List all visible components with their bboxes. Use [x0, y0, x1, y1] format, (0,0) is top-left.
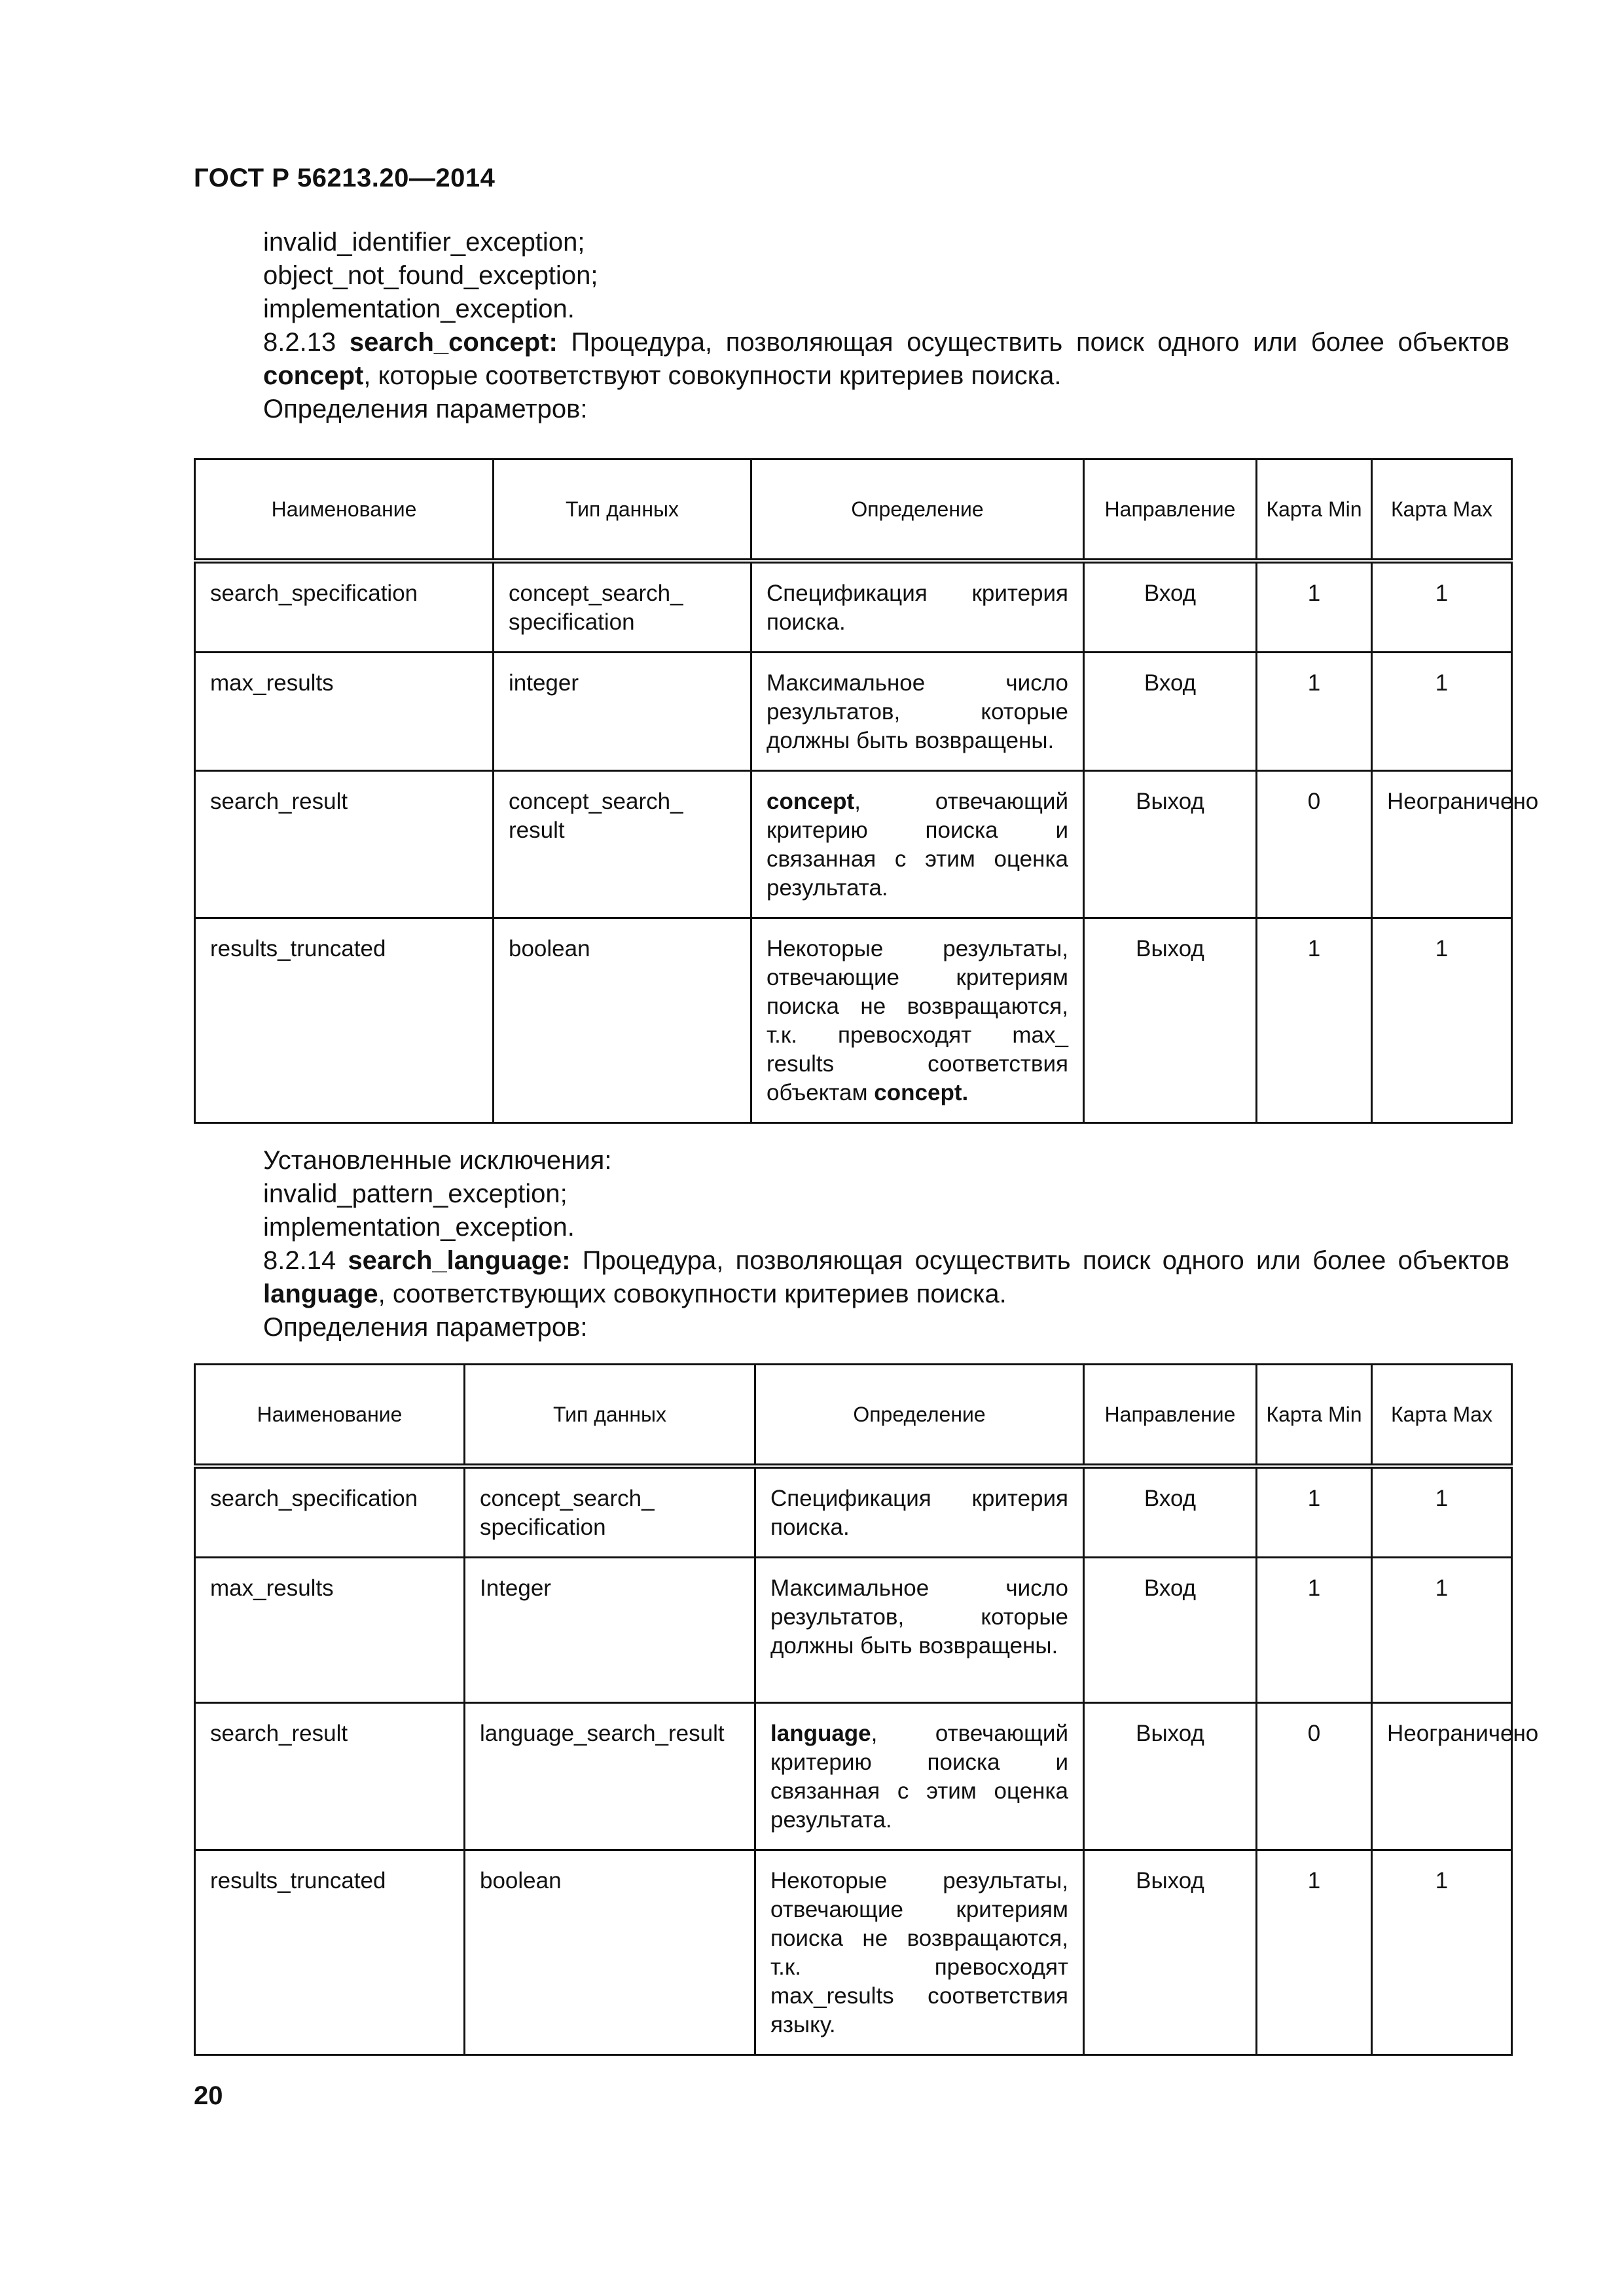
col-header-card-max: Карта Max	[1372, 1365, 1512, 1467]
page-number: 20	[194, 2081, 223, 2110]
section-8-2-13	[194, 226, 1509, 426]
procedure-name: search_language:	[348, 1246, 571, 1275]
definition-text: , отвечающий критерию поиска и связанная с этим оценка результата.	[767, 789, 1068, 901]
cell-direction: Выход	[1084, 1703, 1257, 1850]
cell-min: 1	[1257, 918, 1372, 1123]
procedure-paragraph	[194, 1244, 1509, 1311]
cell-min: 1	[1257, 561, 1372, 653]
cell-name: search_result	[195, 771, 494, 918]
object-name: language	[263, 1280, 378, 1308]
procedure-paragraph	[194, 326, 1509, 393]
col-header-direction: Направление	[1084, 459, 1257, 562]
document-header: ГОСТ Р 56213.20—2014	[194, 164, 496, 192]
params-label: Определения параметров:	[263, 395, 588, 423]
cell-name: search_specification	[195, 561, 494, 653]
definition-object: concept.	[874, 1080, 969, 1105]
cell-name: results_truncated	[195, 918, 494, 1123]
col-header-type: Тип данных	[465, 1365, 755, 1467]
cell-definition: Максимальное число результатов, которые должны быть возвращены.	[751, 653, 1084, 771]
cell-type: Integer	[465, 1558, 755, 1703]
definition-object: concept	[767, 789, 855, 814]
cell-definition	[751, 771, 1084, 918]
col-header-direction: Направление	[1084, 1365, 1257, 1467]
table-row	[195, 1703, 1512, 1850]
cell-type: language_search_result	[465, 1703, 755, 1850]
cell-min: 0	[1257, 1703, 1372, 1850]
params-table-search-concept	[194, 458, 1539, 1124]
cell-definition	[751, 918, 1084, 1123]
cell-min: 1	[1257, 1466, 1372, 1558]
cell-direction: Вход	[1084, 1558, 1257, 1703]
cell-max: 1	[1372, 653, 1512, 771]
table-row	[195, 918, 1512, 1123]
cell-max: 1	[1372, 561, 1512, 653]
exception-item: object_not_found_exception;	[263, 261, 598, 290]
definition-text: , отвечающий критерию поиска и связанная с этим оценка результата.	[770, 1721, 1068, 1833]
table-row	[195, 561, 1512, 653]
cell-type: concept_search_ specification	[494, 561, 751, 653]
col-header-definition: Определение	[751, 459, 1084, 562]
cell-name: max_results	[195, 653, 494, 771]
col-header-card-min: Карта Min	[1257, 459, 1372, 562]
cell-direction: Выход	[1084, 918, 1257, 1123]
cell-definition: Максимальное число результатов, которые должны быть возвращены.	[755, 1558, 1084, 1703]
exceptions-title: Установленные исключения:	[263, 1146, 612, 1175]
cell-max: 1	[1372, 918, 1512, 1123]
cell-definition: Некоторые результаты, отвечающие критериям поиска не возвращаются, т.к. превосходят max_results соответствия языку.	[755, 1850, 1084, 2055]
cell-direction: Выход	[1084, 1850, 1257, 2055]
definition-text: Некоторые результаты, отвечающие критериям поиска не возвращаются, т.к. превосходят max_ results соответствия объектам	[767, 936, 1068, 1105]
params-label: Определения параметров:	[263, 1313, 588, 1342]
cell-name: results_truncated	[195, 1850, 465, 2055]
cell-min: 0	[1257, 771, 1372, 918]
cell-max: 1	[1372, 1558, 1512, 1703]
table-row	[195, 771, 1512, 918]
col-header-type: Тип данных	[494, 459, 751, 562]
exception-item: implementation_exception.	[263, 295, 575, 323]
cell-name: max_results	[195, 1558, 465, 1703]
cell-type: boolean	[494, 918, 751, 1123]
cell-direction: Вход	[1084, 561, 1257, 653]
exception-item: invalid_identifier_exception;	[263, 228, 585, 257]
table-header-row	[195, 459, 1512, 562]
cell-definition	[755, 1703, 1084, 1850]
col-header-card-min: Карта Min	[1257, 1365, 1372, 1467]
cell-max: 1	[1372, 1850, 1512, 2055]
procedure-text: Процедура, позволяющая осуществить поиск одного или более объектов	[571, 328, 1509, 357]
col-header-definition: Определение	[755, 1365, 1084, 1467]
cell-direction: Вход	[1084, 1466, 1257, 1558]
col-header-name: Наименование	[195, 1365, 465, 1467]
table-row	[195, 1558, 1512, 1703]
cell-name: search_specification	[195, 1466, 465, 1558]
cell-definition: Спецификация критерия поиска.	[751, 561, 1084, 653]
procedure-name: search_concept:	[349, 328, 558, 357]
cell-max: Неограничено	[1372, 1703, 1512, 1850]
cell-min: 1	[1257, 653, 1372, 771]
cell-direction: Выход	[1084, 771, 1257, 918]
exception-item: invalid_pattern_exception;	[263, 1179, 568, 1208]
table-row	[195, 1466, 1512, 1558]
cell-type: integer	[494, 653, 751, 771]
cell-max: 1	[1372, 1466, 1512, 1558]
procedure-text-end: , соответствующих совокупности критериев поиска.	[378, 1280, 1007, 1308]
table-row	[195, 1850, 1512, 2055]
section-8-2-14	[194, 1144, 1509, 1344]
clause-number: 8.2.14	[263, 1246, 336, 1275]
cell-definition: Спецификация критерия поиска.	[755, 1466, 1084, 1558]
cell-max: Неограничено	[1372, 771, 1512, 918]
cell-min: 1	[1257, 1850, 1372, 2055]
cell-name: search_result	[195, 1703, 465, 1850]
col-header-card-max: Карта Max	[1372, 459, 1512, 562]
table-row	[195, 653, 1512, 771]
object-name: concept	[263, 361, 364, 390]
col-header-name: Наименование	[195, 459, 494, 562]
cell-type: boolean	[465, 1850, 755, 2055]
params-table-search-language	[194, 1363, 1539, 2056]
cell-min: 1	[1257, 1558, 1372, 1703]
definition-object: language	[770, 1721, 871, 1746]
cell-direction: Вход	[1084, 653, 1257, 771]
exception-item: implementation_exception.	[263, 1213, 575, 1242]
cell-type: concept_search_ specification	[465, 1466, 755, 1558]
cell-type: concept_search_ result	[494, 771, 751, 918]
clause-number: 8.2.13	[263, 328, 336, 357]
table-header-row	[195, 1365, 1512, 1467]
procedure-text-end: , которые соответствуют совокупности критериев поиска.	[363, 361, 1062, 390]
procedure-text: Процедура, позволяющая осуществить поиск одного или более объектов	[582, 1246, 1509, 1275]
